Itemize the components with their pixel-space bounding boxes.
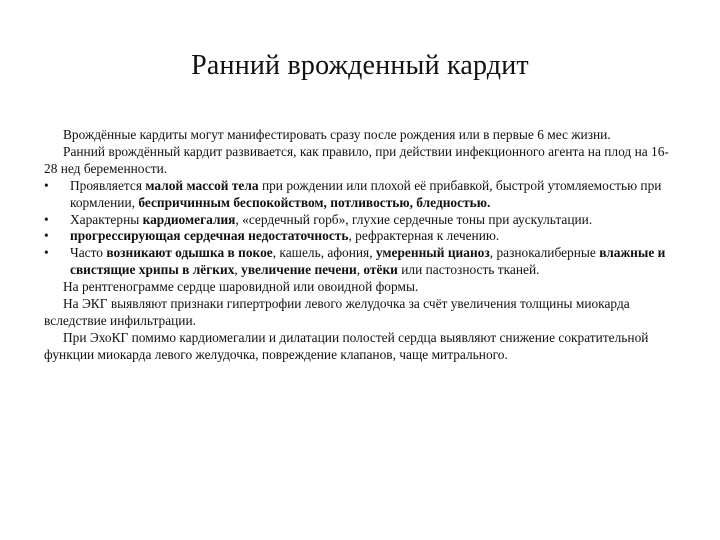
bullet-item-respiratory bbox=[44, 245, 680, 279]
bullet-text: Проявляется bbox=[70, 177, 146, 193]
bullet-emphasis: малой массой тела bbox=[145, 177, 259, 193]
bullet-emphasis: возникают одышка в покое bbox=[106, 245, 273, 261]
bullet-text: или пастозность тканей. bbox=[397, 262, 540, 278]
paragraph-xray: На рентгенограмме сердце шаровидной или овоидной формы. bbox=[63, 279, 419, 295]
bullet-emphasis: умеренный цианоз bbox=[375, 245, 490, 261]
bullet-text: , разнокалиберные bbox=[489, 245, 600, 261]
bullet-text: , bbox=[234, 262, 242, 278]
bullet-item-cardiomegaly bbox=[44, 212, 680, 229]
bullet-text: , рефрактерная к лечению. bbox=[348, 228, 500, 244]
slide-body bbox=[44, 127, 680, 364]
bullet-emphasis: беспричинным беспокойством, потливостью, бледностью. bbox=[138, 194, 491, 210]
paragraph-manifestation: Врождённые кардиты могут манифестировать сразу после рождения или в первые 6 мес жизни. bbox=[63, 127, 611, 142]
slide-title: Ранний врожденный кардит bbox=[191, 50, 529, 81]
bullet-text: Характерны bbox=[70, 211, 143, 227]
bullet-icon: • bbox=[44, 211, 49, 227]
bullet-icon: • bbox=[44, 177, 49, 193]
bullet-text: , кашель, афония, bbox=[272, 245, 376, 261]
bullet-emphasis: отёки bbox=[363, 262, 398, 278]
paragraph-development: Ранний врождённый кардит развивается, как правило, при действии инфекционного агента на плод на 16-28 нед беременности. bbox=[44, 143, 669, 176]
paragraph-echo: При ЭхоКГ помимо кардиомегалии и дилатации полостей сердца выявляют снижение сократительной функции миокарда левого желудочка, повреждение клапанов, чаще митрального. bbox=[44, 329, 649, 362]
bullet-emphasis: влажные и свистящие хрипы в лёгких bbox=[70, 245, 666, 278]
bullet-item-heart-failure bbox=[44, 228, 680, 245]
paragraph-ecg: На ЭКГ выявляют признаки гипертрофии левого желудочка за счёт увеличения толщины миокарда вследствие инфильтрации. bbox=[44, 296, 630, 328]
bullet-icon: • bbox=[44, 228, 49, 244]
bullet-item-symptoms bbox=[44, 178, 680, 212]
bullet-emphasis: прогрессирующая сердечная недостаточность bbox=[70, 228, 349, 244]
bullet-icon: • bbox=[44, 245, 49, 261]
bullet-text: при рождении или плохой её прибавкой, быстрой утомляемостью при кормлении, bbox=[70, 177, 662, 210]
bullet-text: , «сердечный горб», глухие сердечные тоны при аускультации. bbox=[235, 211, 593, 227]
bullet-text: , bbox=[356, 262, 364, 278]
bullet-text: Часто bbox=[70, 245, 107, 261]
bullet-emphasis: увеличение печени bbox=[241, 262, 357, 278]
bullet-emphasis: кардиомегалия bbox=[142, 211, 236, 227]
